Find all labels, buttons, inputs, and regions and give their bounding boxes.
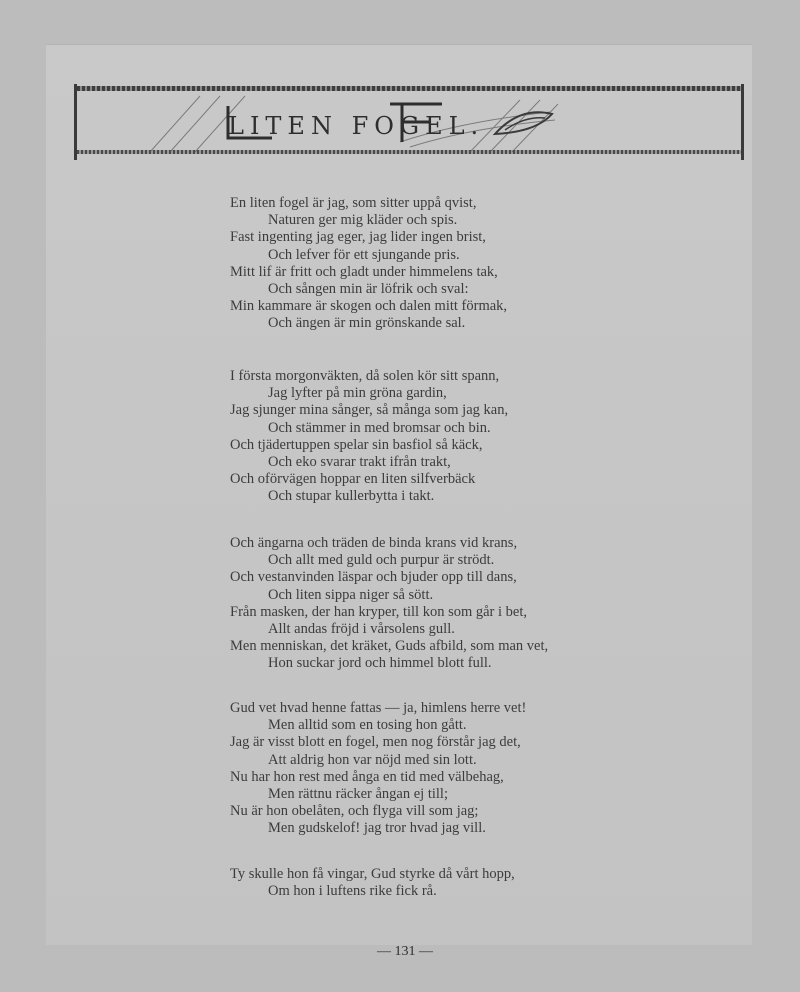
poem-line: Och sången min är löfrik och sval: (268, 280, 469, 297)
poem-line: Nu har hon rest med ånga en tid med välbehag, (230, 768, 504, 785)
stanza-2 (230, 368, 508, 506)
poem-line: Och stämmer in med bromsar och bin. (268, 419, 491, 436)
poem-line: Och lefver för ett sjungande pris. (268, 246, 460, 263)
poem-line: Och vestanvinden läspar och bjuder opp till dans, (230, 569, 517, 586)
poem-line: Fast ingenting jag eger, jag lider ingen brist, (230, 229, 486, 246)
poem-line: Men alltid som en tosing hon gått. (268, 717, 467, 734)
poem-line: Ty skulle hon få vingar, Gud styrke då vårt hopp, (230, 866, 515, 882)
stanza-3 (230, 535, 548, 673)
poem-line: Och ängen är min grönskande sal. (268, 315, 466, 332)
poem-line: Naturen ger mig kläder och spis. (268, 212, 458, 229)
poem-line: Och eko svarar trakt ifrån trakt, (268, 453, 451, 470)
stanza-4 (230, 700, 526, 838)
poem-line: Och ängarna och träden de binda krans vid krans, (230, 535, 518, 551)
poem-line: Men rättnu räcker ångan ej till; (268, 785, 448, 802)
poem-line: Och tjädertuppen spelar sin basfiol så käck, (230, 436, 483, 453)
poem-line: I första morgonväkten, då solen kör sitt spann, (230, 368, 500, 384)
poem-line: Jag lyfter på min gröna gardin, (268, 385, 447, 402)
poem-line: Och liten sippa niger så sött. (268, 586, 434, 603)
poem-line: Jag är visst blott en fogel, men nog förstår jag det, (230, 734, 521, 751)
poem-line: Allt andas fröjd i vårsolens gull. (268, 620, 455, 637)
poem-line: Jag sjunger mina sånger, så många som jag kan, (230, 402, 509, 419)
poem-line: Min kammare är skogen och dalen mitt förmak, (230, 298, 508, 315)
poem-title: LITEN FOGEL. (228, 112, 485, 140)
poem-line: Mitt lif är fritt och gladt under himmelens tak, (230, 263, 498, 280)
poem-line: Om hon i luftens rike fick rå. (268, 883, 437, 900)
header-top-rule (77, 86, 741, 91)
poem-line: En liten fogel är jag, som sitter uppå qvist, (230, 195, 477, 211)
poem-line: Hon suckar jord och himmel blott full. (268, 655, 492, 672)
poem-line: Och stupar kullerbytta i takt. (268, 488, 435, 505)
poem-line: Men menniskan, det kräket, Guds afbild, som man vet, (230, 638, 549, 655)
page-number: — 131 — (377, 944, 433, 959)
stanza-1 (230, 195, 507, 333)
poem-line: Och oförvägen hoppar en liten silfverbäck (230, 471, 476, 488)
poem-line: Från masken, der han kryper, till kon som går i bet, (230, 603, 528, 620)
poem-line: Gud vet hvad henne fattas — ja, himlens herre vet! (230, 700, 527, 716)
poem-line: Men gudskelof! jag tror hvad jag vill. (268, 820, 486, 837)
poem-line: Att aldrig hon var nöjd med sin lott. (268, 751, 477, 768)
poem-line: Nu är hon obelåten, och flyga vill som jag; (230, 803, 479, 820)
poem-line: Och allt med guld och purpur är strödt. (268, 552, 495, 569)
stanza-5 (230, 866, 515, 900)
